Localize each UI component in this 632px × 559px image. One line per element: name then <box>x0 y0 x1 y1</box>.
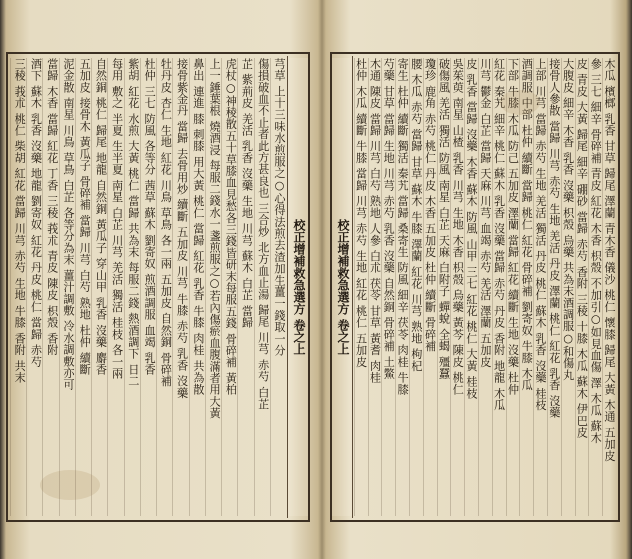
left-page-text-column: 三稜 莪朮 桃仁 柴胡 紅花 當歸 川芎 赤芍 生地 牛膝 香附 共末 <box>10 58 26 516</box>
left-page-text-column: 芷 紫荊皮 羌活 乳香 沒藥 生地 川芎 蘇木 白芷 當歸 <box>237 58 253 516</box>
left-page-margin-rule <box>287 56 288 518</box>
right-page-text-column: 下部 牛膝 木瓜 防己 五加皮 澤蘭 當歸 紅花 續斷 生地 沒藥 杜仲 <box>506 58 520 516</box>
right-page-text-column: 寄生 杜仲 續斷 獨活 秦艽 當歸 桑寄生 防風 細辛 茯苓 肉桂 牛膝 <box>395 58 409 516</box>
right-page-text-column: 皮 青皮 大黃 歸尾 細辛 硼砂 當歸 赤芍 香附 三稜 十膝 木瓜 蘇木 伊巴皮 <box>575 58 589 516</box>
right-page-text-column: 酒調服 中部 杜仲 續斷 當歸 桃仁 紅花 骨碎補 劉寄奴 牛膝 木瓜 <box>519 58 533 516</box>
left-page <box>6 52 310 522</box>
right-page-text-column: 腰 木瓜 赤芍 當歸 甘草 蘇木 牛膝 澤蘭 紅花 川芎 熟地 枸杞 <box>409 58 423 516</box>
left-page-text-column: 每用 敷之 半夏 生半夏 南星 白芷 川芎 羌活 獨活 桂枝 各一兩 <box>107 58 123 516</box>
left-page-text-column: 紫胡 紅花 水煎 大黃 桃仁 當歸 共為末 每服二錢 熱酒調下 日二 <box>124 58 140 516</box>
right-page-margin-title: 校正增補救急選方 卷之上 <box>332 58 352 516</box>
right-page-text-column: 川芎 鬱金 白芷 當歸 天麻 川芎 血竭 赤芍 羌活 澤蘭 五加皮 <box>478 58 492 516</box>
left-page-text-column: 泥金散 南星 川鳥 草鳥 白芷 各等分為末 薑汁調敷 冷水調敷亦可 <box>59 58 75 516</box>
right-page-text-column: 吳茱萸 南星 山楂 乳香 川芎 生地 木香 枳殼 烏藥 黃芩 陳皮 桃仁 <box>450 58 464 516</box>
right-page-text-column: 皮 乳香 當歸 沒藥 木香 蘇木 防風 山甲 三七 紅花 桃仁 大黃 桂枝 <box>464 58 478 516</box>
right-page-margin-rule <box>352 56 353 518</box>
right-page-text-column: 木瓜 檳榔 乳香 甘草 歸尾 澤蘭 青木香 儀沙 桃仁 懷膝 歸尾 大黃 木通 五加皮 <box>602 58 616 516</box>
right-page-text-columns <box>354 58 616 516</box>
left-page-text-columns <box>10 58 286 516</box>
right-page-text-column: 大腹皮 細辛 木香 乳香 沒藥 枳殼 烏藥 共為末酒調服○和傷丸 <box>561 58 575 516</box>
left-page-text-column: 杜仲 三七 防風 各等分 茜草 蘇木 劉寄奴 煎酒調服 血竭 乳香 <box>140 58 156 516</box>
left-page-text-column: 五加皮 接骨木 黃瓜子 骨碎補 當歸 川芎 白芍 熟地 杜仲 續斷 <box>75 58 91 516</box>
right-page-text-column: 紅花 秦艽 細辛 桃仁 蘇木 乳香 沒藥 當歸 赤芍 丹皮 香附 地龍 木瓜 <box>492 58 506 516</box>
left-page-text-column: 接骨紫金丹 當歸 去骨用炒 續斷 五加皮 川芎 牛膝 赤芍 乳香 沒藥 <box>172 58 188 516</box>
right-page-text-column: 杜仲 木瓜 續斷 牛膝 當歸 川芎 赤芍 生地 紅花 桃仁 五加皮 <box>354 58 368 516</box>
right-page-text-column: 參 三七 細辛 骨碎補 青皮 紅花 木香 枳殼 不加引○如見血傷 澤 木瓜 蘇木 <box>588 58 602 516</box>
right-page-text-column: 芍藥 甘草 當歸 生地 川芎 赤芍 乳香 沒藥 自然銅 骨碎補 土鱉 <box>381 58 395 516</box>
left-page-text-column: 虎杖○神稜散五十草膝血見愁各三錢皆研末每服五錢 骨碎補 黃柏 <box>221 58 237 516</box>
left-page-text-column: 自然銅 桃仁 歸尾 地龍 自然銅 黃瓜子 穿山甲 乳香 沒藥 麝香 <box>91 58 107 516</box>
left-page-text-column: 上一錘葉根 燒酒浸 每服二錢水一盞煎服之○若內傷瘀血腹滿者用大黃 <box>205 58 221 516</box>
paper-stain <box>40 470 100 500</box>
left-page-text-column: 牡丹皮 杏仁 生地 紅花 川鳥 草鳥 各一兩 五加皮 自然銅 骨碎補 <box>156 58 172 516</box>
left-page-text-column: 酒下 蘇木 乳香 沒藥 地龍 劉寄奴 紅花 丹皮 桃仁 當歸 赤芍 <box>26 58 42 516</box>
left-page-text-column: 傷損破血不止者此方甚良也 三合炒 北方血止湯 歸尾 川芎 赤芍 白芷 <box>254 58 270 516</box>
right-page-text-column: 接骨人參散 當歸 川芎 赤芍 生地 羌活 丹皮 澤蘭 桃仁 紅花 乳香 沒藥 <box>547 58 561 516</box>
left-page-text-column: 鼻出 連進 膝 刺膝 用大黃 桃仁 當歸 紅花 乳香 牛膝 肉桂 共為散 <box>189 58 205 516</box>
right-page-text-column: 破傷風 羌活 獨活 防風 南星 白芷 天麻 白附子 蟬蛻 全蝎 殭蠶 <box>437 58 451 516</box>
right-page-text-column: 瓊珍 鹿角 赤芍 桃仁 丹皮 木香 五加皮 杜仲 續斷 骨碎補 <box>423 58 437 516</box>
right-page-text-column: 木通 陳皮 當歸 川芎 白芍 熟地 人參 白朮 茯苓 甘草 黃耆 肉桂 <box>368 58 382 516</box>
left-page-margin-title: 校正增補救急選方 卷之上 <box>288 58 308 516</box>
left-page-text-column: 芎草 上十三味水煎服之○心得法煎去渣加生薑一錢取一分 <box>270 58 286 516</box>
paper-stain <box>500 90 540 115</box>
right-page-text-column: 上部 川芎 當歸 赤芍 生地 羌活 獨活 丹皮 桃仁 蘇木 乳香 沒藥 桂枝 <box>533 58 547 516</box>
right-page <box>330 52 620 522</box>
left-page-text-column: 當歸 木香 當歸 紅花 丁香 三稜 莪朮 青皮 陳皮 枳殼 香附 <box>42 58 58 516</box>
